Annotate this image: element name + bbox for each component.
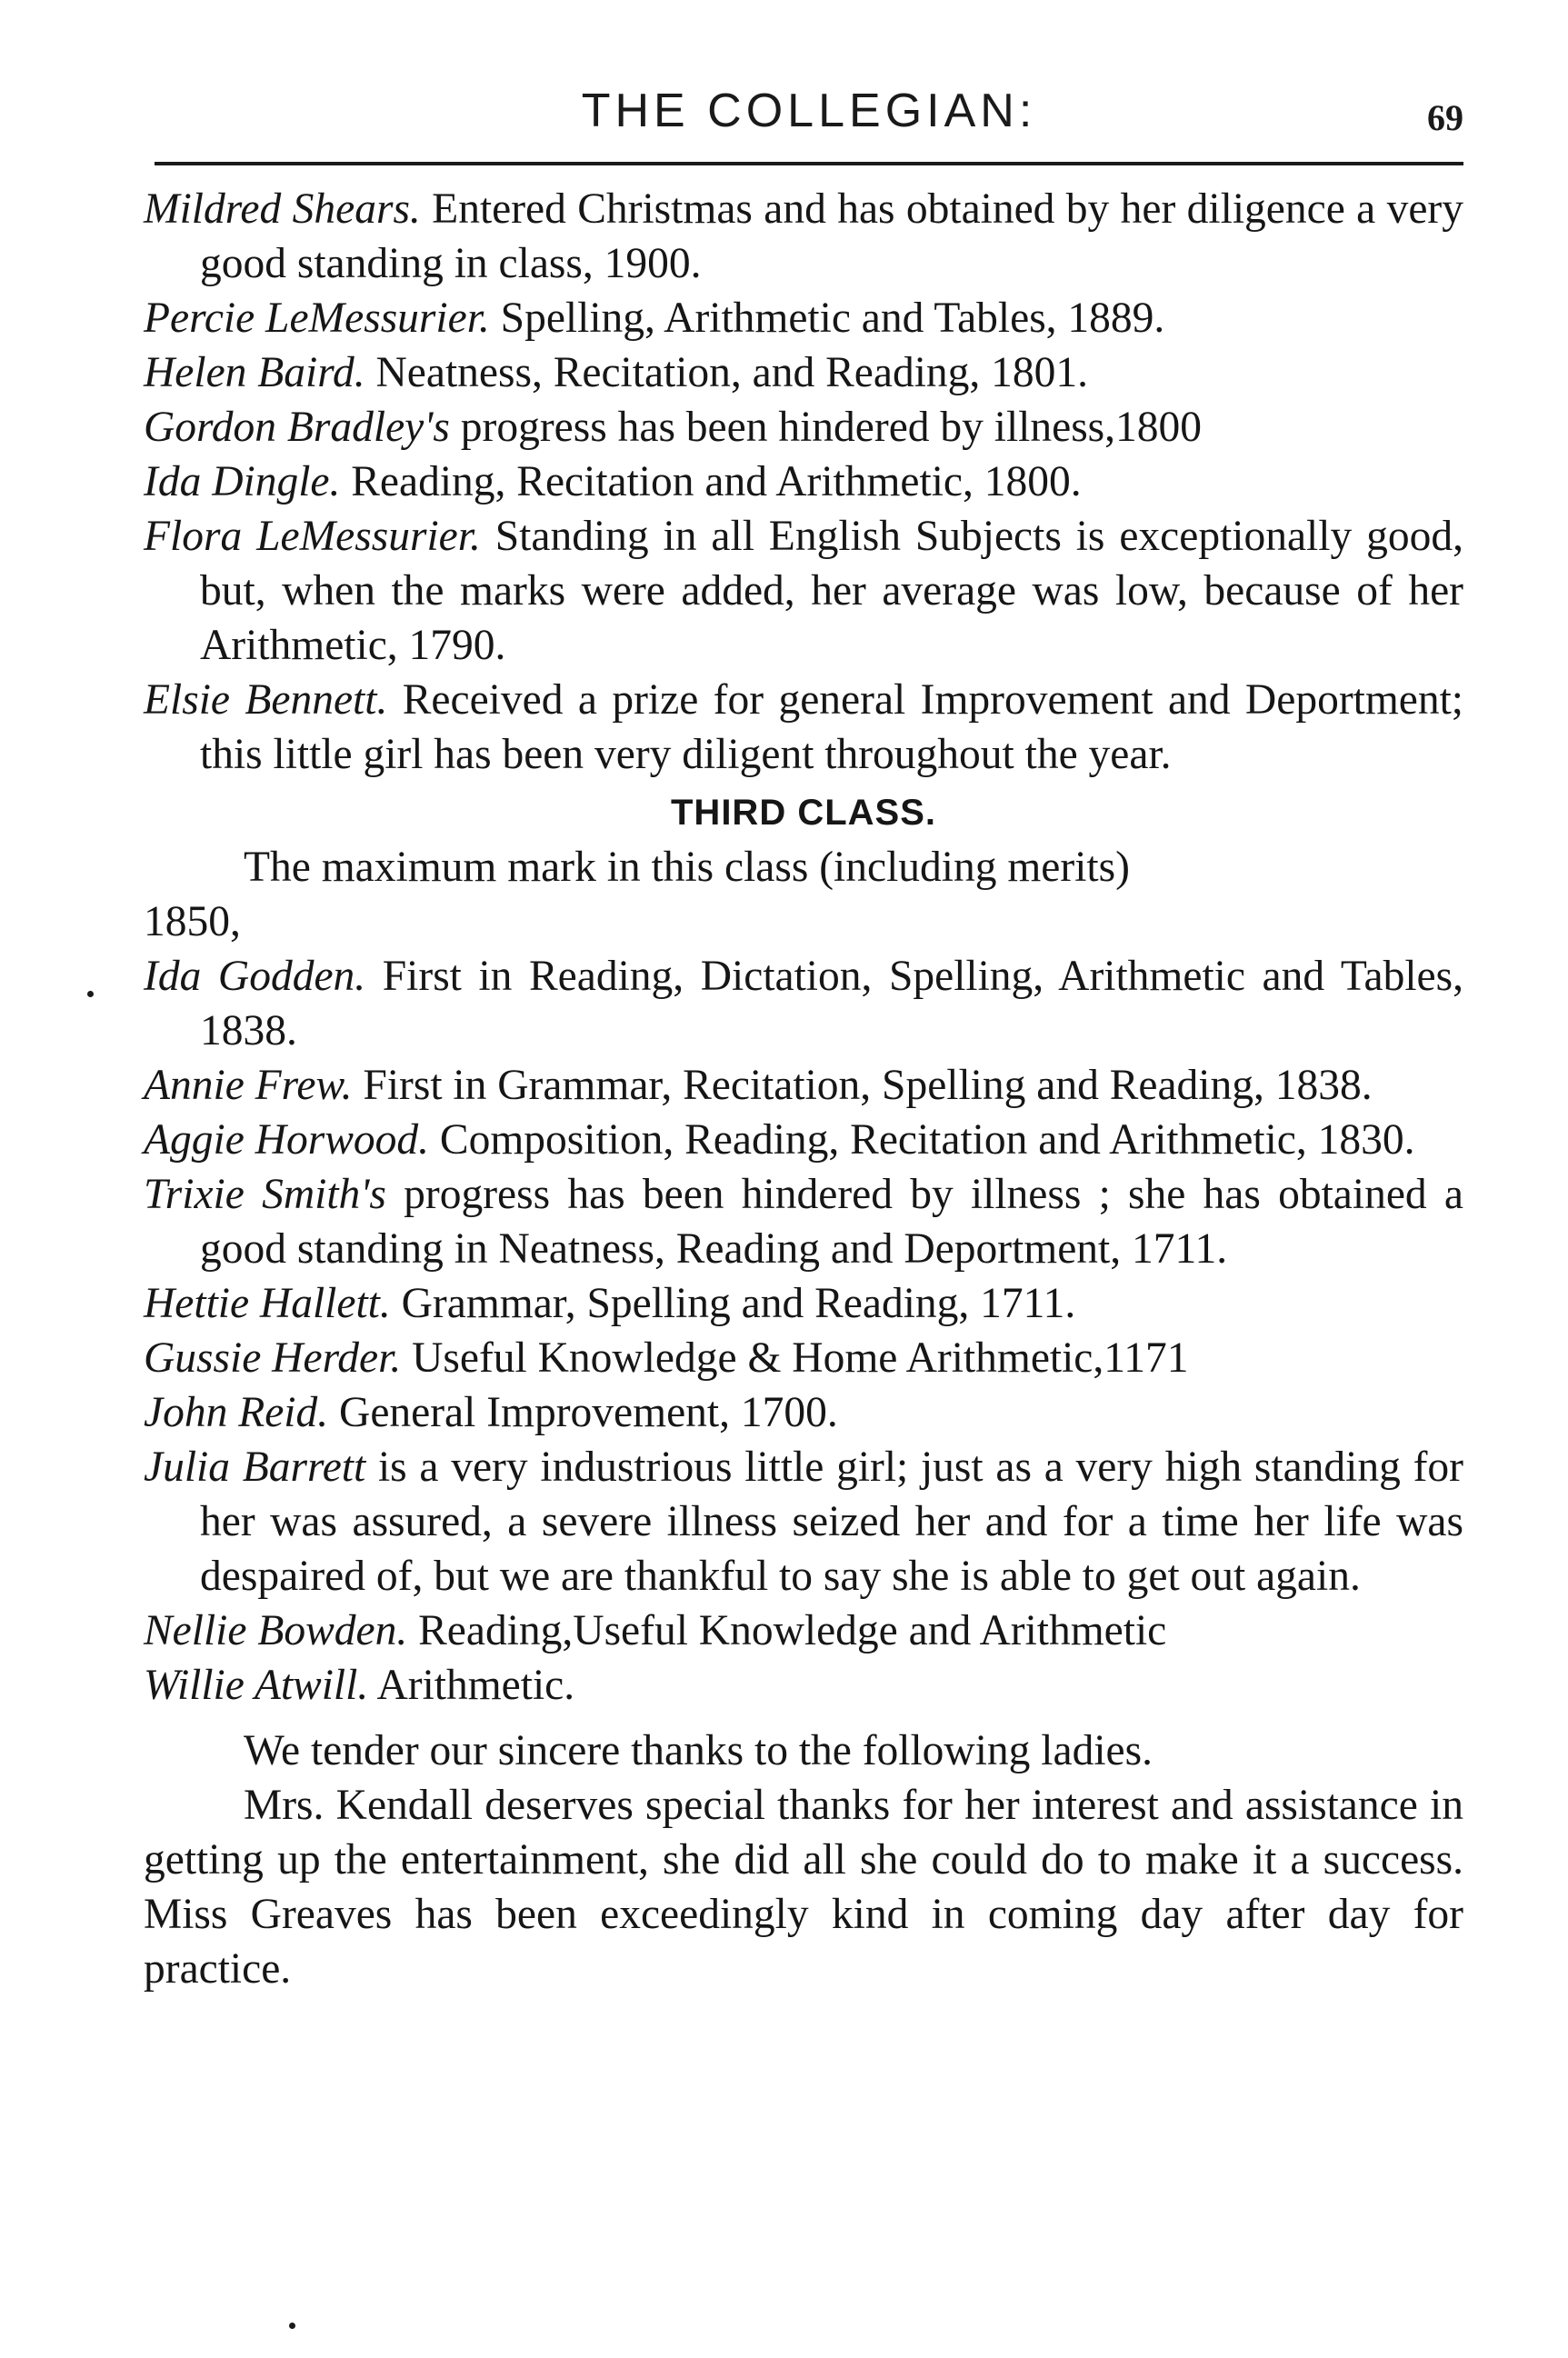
entry-aggie-horwood: [144, 1113, 1463, 1167]
entry-percie-lemessurier: [144, 291, 1463, 345]
student-name: Ida Godden.: [144, 953, 366, 1000]
section-heading: THIRD CLASS.: [671, 793, 936, 833]
student-name: Gordon Bradley's: [144, 404, 450, 451]
student-name: Julia Barrett: [144, 1444, 366, 1491]
entry-nellie-bowden: [144, 1604, 1463, 1658]
student-name: Gussie Herder.: [144, 1334, 402, 1382]
stray-mark: [87, 991, 94, 997]
student-name: Aggie Horwood.: [144, 1116, 430, 1164]
student-name: John Reid.: [144, 1389, 329, 1436]
entry-text: Entered Christmas and has obtained by her diligence a very good standing in class, 1900.: [200, 185, 1463, 287]
entry-text: Neatness, Recitation, and Reading, 1801.: [365, 349, 1089, 396]
student-name: Percie LeMessurier.: [144, 295, 490, 342]
entry-text: Composition, Reading, Recitation and Arithmetic, 1830.: [429, 1116, 1415, 1164]
page-number: 69: [1427, 97, 1463, 138]
student-name: Flora LeMessurier.: [144, 513, 481, 560]
student-name: Hettie Hallett.: [144, 1280, 391, 1327]
entry-flora-lemessurier: [144, 509, 1463, 673]
page-header: [155, 84, 1463, 156]
max-mark: 1850,: [144, 898, 241, 945]
stray-mark: [289, 2323, 295, 2329]
entry-text: Reading, Recitation and Arithmetic, 1800.: [340, 458, 1082, 505]
entry-gordon-bradley: [144, 400, 1463, 455]
entry-julia-barrett: [144, 1440, 1463, 1604]
entry-text: Arithmetic.: [368, 1662, 575, 1709]
running-head: THE COLLEGIAN:: [581, 85, 1037, 137]
student-name: Trixie Smith's: [144, 1171, 386, 1218]
entry-gussie-herder: [144, 1331, 1463, 1385]
entry-text: First in Grammar, Recitation, Spelling and Reading, 1838.: [352, 1062, 1373, 1109]
entry-hettie-hallett: [144, 1276, 1463, 1331]
entry-text: First in Reading, Dictation, Spelling, Arithmetic and Tables, 1838.: [200, 953, 1463, 1054]
entry-elsie-bennett: [144, 673, 1463, 782]
entry-text: progress has been hindered by illness,1800: [449, 404, 1203, 451]
student-name: Elsie Bennett.: [144, 676, 388, 724]
student-name: Annie Frew.: [144, 1062, 353, 1109]
section-intro: The maximum mark in this class (including merits): [244, 844, 1130, 891]
entry-ida-dingle: [144, 455, 1463, 509]
student-name: Nellie Bowden.: [144, 1607, 408, 1654]
header-rule: [155, 162, 1463, 165]
student-name: Mildred Shears.: [144, 185, 421, 233]
entry-text: Standing in all English Subjects is exceptionally good, but, when the marks were added, her average was low, because of her Arithmetic, 1790.: [200, 513, 1463, 669]
entry-text: Grammar, Spelling and Reading, 1711.: [390, 1280, 1076, 1327]
closing-paragraph: Mrs. Kendall deserves special thanks for her interest and assistance in getting up the entertainment, she did all she could do to make it a success. Miss Greaves has been exceedingly kind in coming day after day for practice.: [144, 1782, 1463, 1993]
entry-annie-frew: [144, 1058, 1463, 1113]
student-name: Willie Atwill.: [144, 1662, 369, 1709]
entry-john-reid: [144, 1385, 1463, 1440]
entry-text: is a very industrious little girl; just as a very high standing for her was assured, a severe illness seized her and for a time her life was despaired of, but we are thankful to say she is able to get out again.: [200, 1444, 1463, 1600]
student-name: Helen Baird.: [144, 349, 365, 396]
entry-mildred-shears: [144, 182, 1463, 291]
entry-ida-godden: [144, 949, 1463, 1058]
entry-text: Useful Knowledge & Home Arithmetic,1171: [401, 1334, 1189, 1382]
entry-text: Received a prize for general Improvement and Deportment; this little girl has been very diligent throughout the year.: [200, 676, 1464, 778]
body-text: [144, 182, 1463, 1996]
entry-trixie-smith: [144, 1167, 1463, 1276]
entry-text: Reading,Useful Knowledge and Arithmetic: [407, 1607, 1167, 1654]
entry-helen-baird: [144, 345, 1463, 400]
entry-text: Spelling, Arithmetic and Tables, 1889.: [489, 295, 1165, 342]
entry-text: General Improvement, 1700.: [328, 1389, 838, 1436]
entry-text: progress has been hindered by illness ; she has obtained a good standing in Neatness, Reading and Deportment, 1711.: [200, 1171, 1463, 1273]
entry-willie-atwill: [144, 1658, 1463, 1713]
closing-thanks: We tender our sincere thanks to the following ladies.: [244, 1727, 1153, 1774]
student-name: Ida Dingle.: [144, 458, 341, 505]
